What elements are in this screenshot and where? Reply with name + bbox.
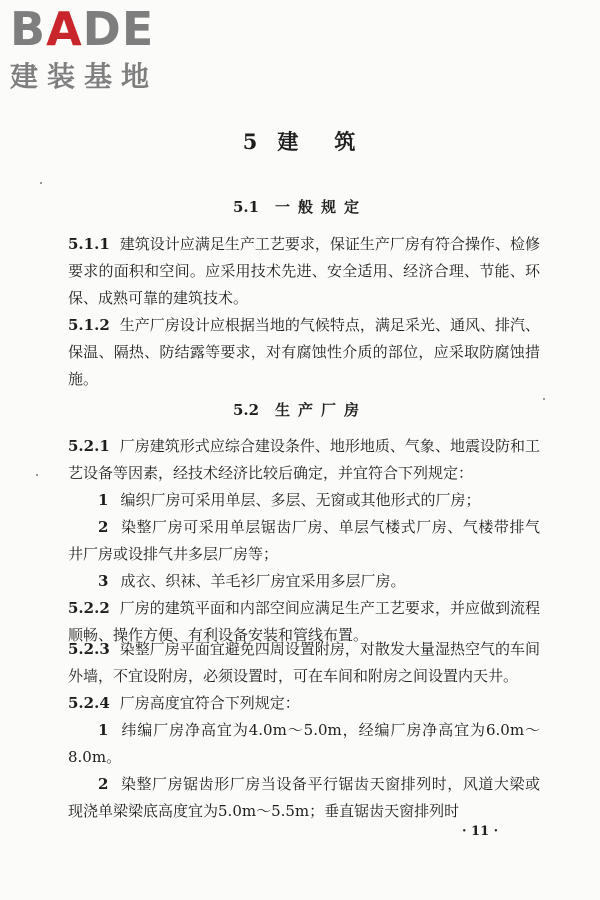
chapter-title: 5 建 筑 (242, 129, 358, 154)
clause-5-2-3: 5.2.3 染整厂房平面宜避免四周设置附房，对散发大量湿热空气的车间外墙，不宜设附房，必须设置时，可在车间和附房之间设置内天井。 (68, 640, 540, 685)
bade-logo (10, 4, 180, 94)
scan-speck (36, 474, 38, 476)
clause-5-2-1-item-1: 1 编织厂房可采用单层、多层、无窗或其他形式的厂房； (98, 491, 481, 509)
clause-5-2-1: 5.2.1 厂房建筑形式应综合建设条件、地形地质、气象、地震设防和工艺设备等因素，经技术经济比较后确定，并宜符合下列规定： (68, 437, 540, 482)
section-title-5-2: 5.2 生产厂房 (232, 401, 368, 419)
clause-5-1-2: 5.1.2 生产厂房设计应根据当地的气候特点，满足采光、通风、排汽、保温、隔热、防结露等要求，对有腐蚀性介质的部位，应采取防腐蚀措施。 (68, 316, 540, 388)
clause-5-2-2: 5.2.2 厂房的建筑平面和内部空间应满足生产工艺要求，并应做到流程顺畅、操作方便、有利设备安装和管线布置。 (68, 599, 540, 644)
clause-5-2-4-item-1: 1 纬编厂房净高宜为4.0m～5.0m，经编厂房净高宜为6.0m～8.0m。 (68, 721, 540, 766)
logo-wordmark: BADE (10, 2, 155, 56)
section-title-5-1: 5.1 一般规定 (232, 198, 368, 216)
logo-chinese-name: 建装基地 (10, 60, 159, 93)
scan-speck (40, 182, 42, 184)
clause-5-2-1-item-3: 3 成衣、织袜、羊毛衫厂房宜采用多层厂房。 (98, 572, 406, 590)
clause-5-2-1-item-2: 2 染整厂房可采用单层锯齿厂房、单层气楼式厂房、气楼带排气井厂房或设排气井多层厂房等； (68, 518, 540, 563)
clause-5-1-1: 5.1.1 建筑设计应满足生产工艺要求，保证生产厂房有符合操作、检修要求的面积和空间。应采用技术先进、安全适用、经济合理、节能、环保、成熟可靠的建筑技术。 (68, 235, 540, 307)
scan-speck (543, 398, 545, 400)
clause-5-2-4-item-2: 2 染整厂房锯齿形厂房当设备平行锯齿天窗排列时，风道大梁或现浇单梁梁底高度宜为5.0m～5.5m；垂直锯齿天窗排列时 (68, 775, 540, 820)
clause-5-2-4: 5.2.4 厂房高度宜符合下列规定： (68, 694, 300, 712)
page-number: · 11 · (462, 824, 499, 839)
